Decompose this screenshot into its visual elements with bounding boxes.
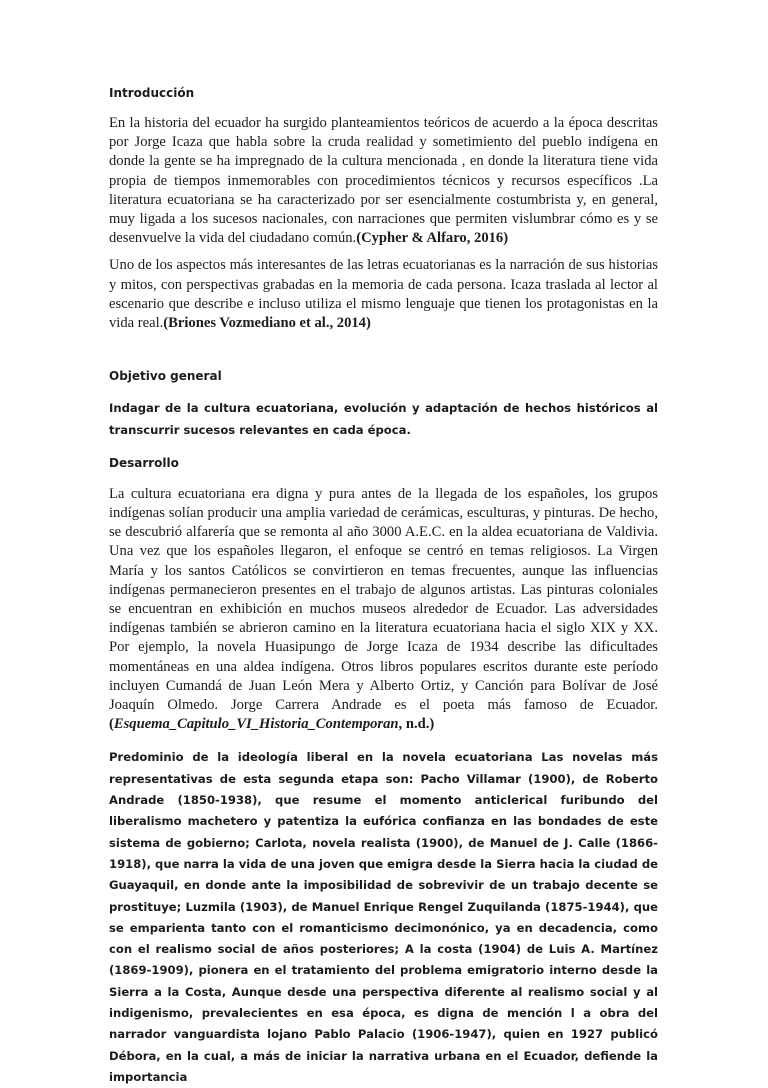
- paragraph-introduccion-2: [109, 256, 658, 333]
- document-body: [109, 84, 658, 1088]
- citation-cypher-alfaro: (Cypher & Alfaro, 2016): [356, 230, 509, 247]
- paragraph-predominio-liberal: Predominio de la ideología liberal en la novela ecuatoriana Las novelas más representativas de esta segunda etapa son: Pacho Villamar (1900), de Roberto Andrade (1850-1938), que resume el momento anticlerical furibundo del liberalismo machetero y patentiza la eufórica confianza en las bondades de este sistema de gobierno; Carlota, novela realista (1900), de Manuel de J. Calle (1866-1918), que narra la vida de una joven que emigra desde la Sierra hacia la ciudad de Guayaquil, en donde ante la imposibilidad de sobrevivir de un trabajo decente se prostituye; Luzmila (1903), de Manuel Enrique Rengel Zuquilanda (1875-1944), que se emparienta tanto con el romanticismo decimonónico, ya en decadencia, como con el realismo social de años posteriores; A la costa (1904) de Luis A. Martínez (1869-1909), pionera en el tratamiento del problema emigratorio interno desde la Sierra a la Costa, Aunque desde una perspectiva diferente al realismo social y al indigenismo, prevalecientes en esa época, es digna de mención l a obra del narrador vanguardista lojano Pablo Palacio (1906-1947), quien en 1927 publicó Débora, en la cual, a más de iniciar la narrativa urbana en el Ecuador, defiende la importancia: [109, 750, 658, 1084]
- heading-objetivo-general: Objetivo general: [109, 369, 222, 384]
- paragraph-text: La cultura ecuatoriana era digna y pura antes de la llegada de los españoles, los grupos indígenas solían producir una amplia variedad de cerámicas, esculturas, y pinturas. De hecho, se descubrió alfarería que se remonta al año 3000 A.E.C. en la aldea ecuatoriana de Valdivia. Una vez que los españoles llegaron, el enfoque se centró en temas religiosos. La Virgen María y los santos Católicos se convirtieron en temas frecuentes, aunque las influencias indígenas permanecieron presentes en el trabajo de algunos artistas. Las pinturas coloniales se encuentran en exhibición en muchos museos alrededor de Ecuador. Las adversidades indígenas también se abrieron camino en la literatura ecuatoriana hacia el siglo XIX y XX. Por ejemplo, la novela Huasipungo de Jorge Icaza de 1934 describe las dificultades momentáneas en una aldea indígena. Otros libros populares escritos durante este período incluyen Cumandá de Juan León Mera y Alberto Ortiz, y Canción para Bolívar de José Joaquín Olmedo. Jorge Carrera Andrade es el poeta más famoso de Ecuador.: [109, 485, 658, 714]
- paragraph-desarrollo: [109, 485, 658, 735]
- paragraph-objetivo-general: Indagar de la cultura ecuatoriana, evolución y adaptación de hechos históricos al transcurrir sucesos relevantes en cada época.: [109, 401, 658, 437]
- citation-esquema-rest: , n.d.): [398, 716, 435, 733]
- heading-introduccion: Introducción: [109, 86, 195, 100]
- paragraph-text: En la historia del ecuador ha surgido planteamientos teóricos de acuerdo a la época descritas por Jorge Icaza que habla sobre la cruda realidad y sometimiento del pueblo indígena en donde la gente se ha impregnado de la cultura mencionada , en donde la literatura tiene vida propia de tiempos inmemorables con procedimientos técnicos y recursos específicos .La literatura ecuatoriana se ha caracterizado por ser esencialmente costumbrista y, en general, muy ligada a los sucesos nacionales, con narraciones que permiten vislumbrar cómo es y se desenvuelve la vida del ciudadano común.: [109, 115, 658, 247]
- citation-open: (: [109, 716, 114, 733]
- citation-esquema-title: Esquema_Capitulo_VI_Historia_Contemporan: [113, 716, 399, 733]
- paragraph-introduccion-1: [109, 114, 658, 248]
- citation-briones-vozmediano: (Briones Vozmediano et al., 2014): [163, 315, 371, 332]
- heading-desarrollo: Desarrollo: [109, 455, 179, 470]
- paragraph-text: Uno de los aspectos más interesantes de las letras ecuatorianas es la narración de sus historias y mitos, con perspectivas grabadas en la memoria de cada persona. Icaza traslada al lector al escenario que describe e incluso utiliza el mismo lenguaje que tienen los protagonistas en la vida real.: [109, 257, 658, 332]
